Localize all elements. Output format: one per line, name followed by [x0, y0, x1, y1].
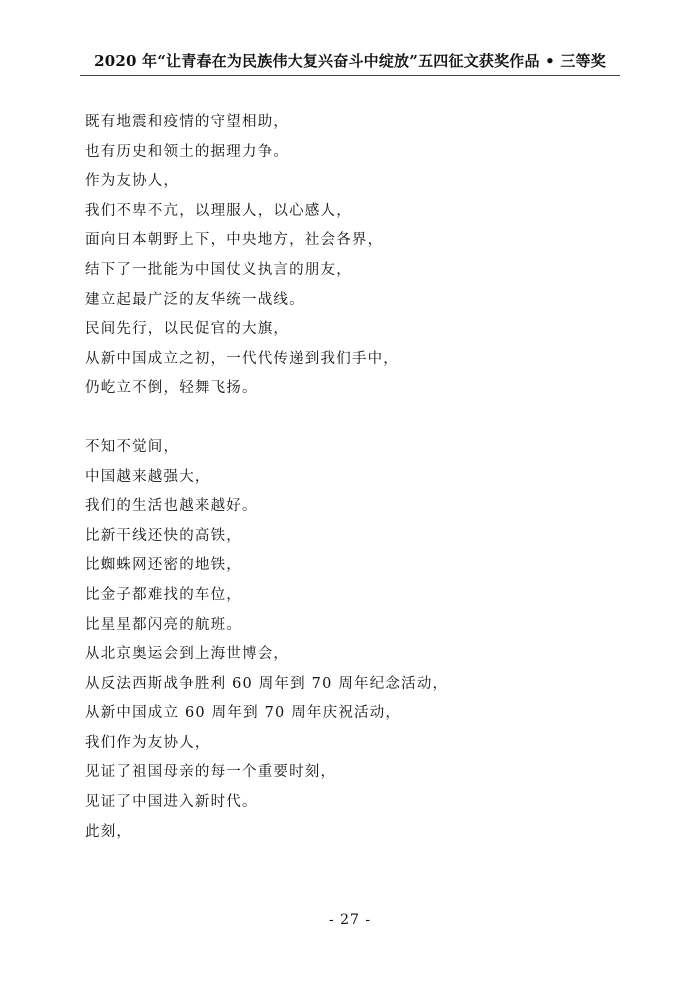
- poem-line: 从反法西斯战争胜利 60 周年到 70 周年纪念活动，: [85, 675, 449, 692]
- poem-line: 中国越来越强大，: [85, 468, 211, 485]
- poem-line: 从新中国成立之初，一代代传递到我们手中，: [85, 350, 399, 367]
- running-header: 2020 年“让青春在为民族伟大复兴奋斗中绽放”五四征文获奖作品 • 三等奖: [94, 52, 606, 70]
- poem-line: 见证了中国进入新时代。: [85, 794, 258, 811]
- poem-line: 比星星都闪亮的航班。: [85, 616, 242, 633]
- poem-line: 面向日本朝野上下，中央地方，社会各界，: [85, 232, 384, 249]
- poem-line: 我们作为友协人，: [85, 734, 211, 751]
- poem-line: 结下了一批能为中国仗义执言的朋友，: [85, 261, 352, 278]
- poem-line: 此刻，: [85, 823, 133, 840]
- poem-body: [85, 108, 625, 847]
- poem-line: 不知不觉间，: [85, 438, 180, 455]
- poem-line: 比金子都难找的车位，: [85, 586, 242, 603]
- poem-line: 比新干线还快的高铁，: [85, 527, 242, 544]
- poem-line: 从新中国成立 60 周年到 70 周年庆祝活动，: [85, 705, 402, 722]
- poem-line: 比蜘蛛网还密的地铁，: [85, 557, 242, 574]
- poem-line: 民间先行，以民促官的大旗，: [85, 321, 290, 338]
- header-rule: [80, 75, 620, 76]
- poem-line: 见证了祖国母亲的每一个重要时刻，: [85, 764, 337, 781]
- page-number: - 27 -: [328, 912, 372, 928]
- poem-line: 也有历史和领土的据理力争。: [85, 143, 290, 160]
- poem-line: 我们的生活也越来越好。: [85, 498, 258, 515]
- poem-line: 作为友协人，: [85, 173, 180, 190]
- poem-line: 建立起最广泛的友华统一战线。: [85, 291, 305, 308]
- poem-line: 仍屹立不倒，轻舞飞扬。: [85, 380, 258, 397]
- poem-line: 我们不卑不亢，以理服人，以心感人，: [85, 202, 352, 219]
- stanza-1: [85, 108, 625, 404]
- stanza-2: [85, 433, 625, 847]
- poem-line: 从北京奥运会到上海世博会，: [85, 646, 290, 663]
- poem-line: 既有地震和疫情的守望相助，: [85, 114, 290, 130]
